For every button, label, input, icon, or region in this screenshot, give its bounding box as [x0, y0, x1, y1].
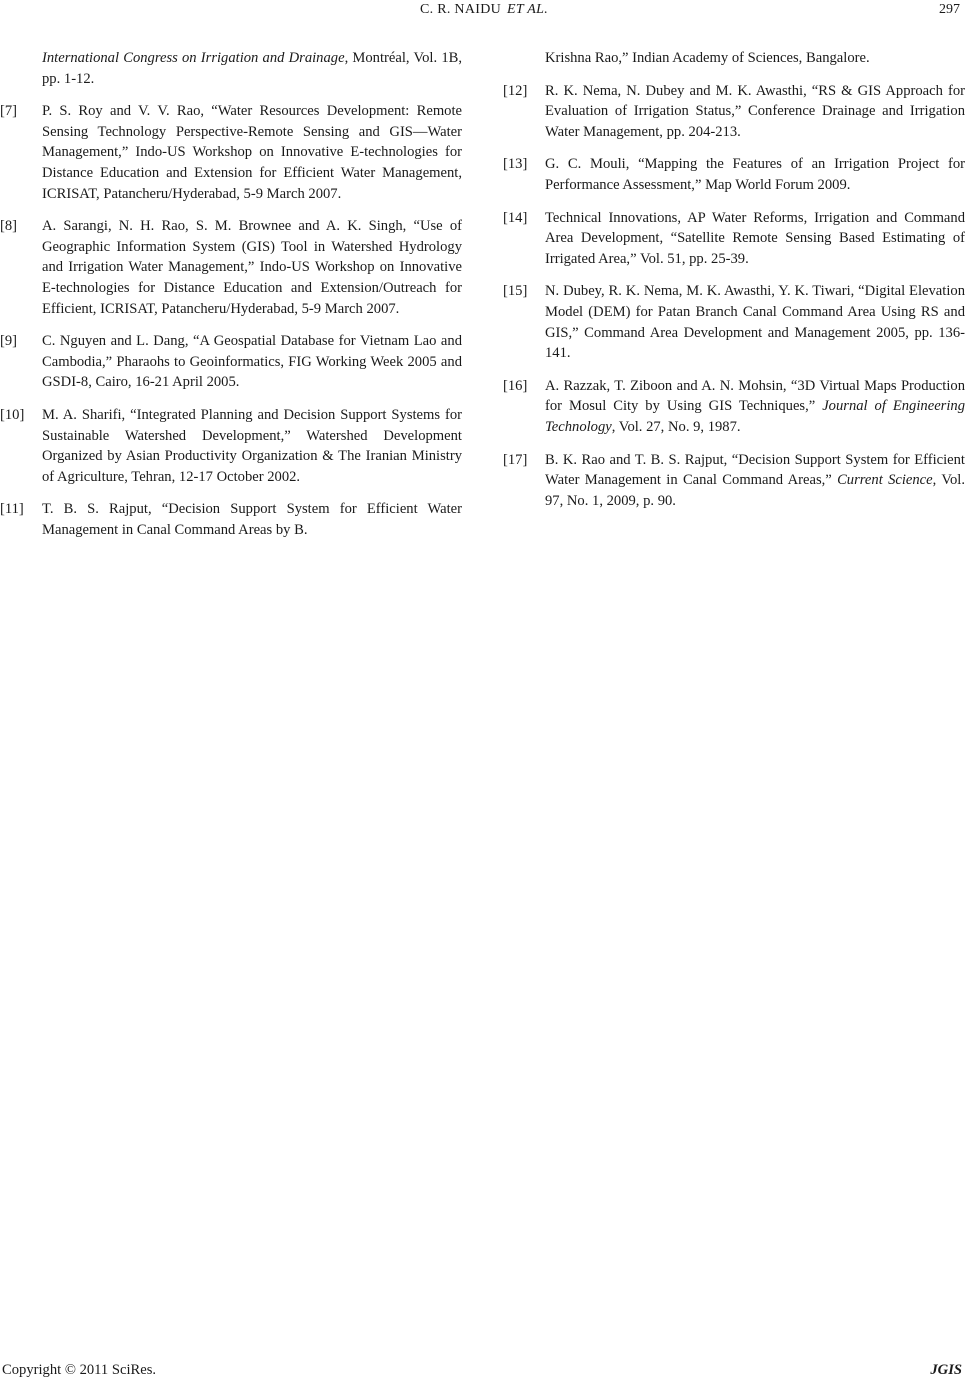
- reference-text: [545, 450, 965, 512]
- reference-text: M. A. Sharifi, “Integrated Planning and Decision Support Systems for Sustainable Watershed Development,” Watershed Development Organized by Asian Productivity Organization & The Iranian Ministry of Agriculture, Tehran, 12-17 October 2002.: [42, 406, 462, 485]
- journal-abbreviation: JGIS: [930, 1362, 962, 1378]
- reference-number: [10]: [0, 406, 25, 423]
- reference-text: R. K. Nema, N. Dubey and M. K. Awasthi, “RS & GIS Approach for Evaluation of Irrigation Status,” Conference Drainage and Irrigation Water Management, pp. 204-213.: [545, 82, 965, 140]
- reference-number: [8]: [0, 218, 18, 235]
- reference-11: [0, 499, 462, 540]
- reference-12: [503, 81, 965, 143]
- reference-10: [0, 405, 462, 487]
- reference-13: [503, 154, 965, 195]
- continuation-rest: , Montréal, Vol. 1B, pp. 1-12.: [42, 50, 462, 87]
- reference-text-before: A. Razzak, T. Ziboon and A. N. Mohsin, “3D Virtual Maps Production for Mosul City by Using GIS Techniques,”: [545, 377, 965, 415]
- reference-continuation: [0, 48, 462, 89]
- reference-number: [12]: [503, 82, 528, 99]
- reference-number: [11]: [0, 501, 24, 518]
- reference-text: [545, 376, 965, 438]
- reference-9: [0, 331, 462, 393]
- continuation-italic: International Congress on Irrigation and Drainage: [42, 50, 345, 66]
- reference-text: N. Dubey, R. K. Nema, M. K. Awasthi, Y. K. Tiwari, “Digital Elevation Model (DEM) for Patan Branch Canal Command Area Using RS and GIS,” Command Area Development and Management 2005, pp. 136-141.: [545, 283, 965, 362]
- copyright-notice: Copyright © 2011 SciRes.: [2, 1362, 157, 1378]
- page-number: 297: [939, 2, 960, 17]
- header-et-al: ET AL.: [507, 2, 549, 17]
- reference-14: [503, 208, 965, 270]
- reference-text-before: B. K. Rao and T. B. S. Rajput, “Decision Support System for Efficient Water Management in Canal Command Areas,”: [545, 451, 965, 489]
- reference-number: [15]: [503, 283, 528, 300]
- left-column: [0, 48, 462, 552]
- right-column: [503, 48, 965, 523]
- reference-number: [9]: [0, 333, 18, 350]
- page-footer: [0, 1362, 968, 1386]
- reference-text: A. Sarangi, N. H. Rao, S. M. Brownee and A. K. Singh, “Use of Geographic Information System (GIS) Tool in Watershed Hydrology and Irrigation Water Management,” Indo-US Workshop on Innovative E-technologies for Distance Education and Extension/Outreach for Efficient, ICRISAT, Patancheru/Hyderabad, 5-9 March 2007.: [42, 218, 462, 317]
- reference-text: C. Nguyen and L. Dang, “A Geospatial Database for Vietnam Lao and Cambodia,” Pharaohs to Geoinformatics, FIG Working Week 2005 and GSDI-8, Cairo, 16-21 April 2005.: [42, 333, 462, 391]
- reference-text-after: , Vol. 27, No. 9, 1987.: [611, 418, 741, 435]
- reference-15: [503, 281, 965, 363]
- reference-continuation: Krishna Rao,” Indian Academy of Sciences, Bangalore.: [545, 50, 870, 66]
- reference-16: [503, 376, 965, 438]
- header-author: C. R. NAIDU: [419, 2, 502, 17]
- running-header: [0, 0, 968, 24]
- reference-number: [7]: [0, 103, 18, 120]
- journal-title: Journal of Engineering Technology: [545, 398, 965, 435]
- reference-number: [13]: [503, 156, 528, 173]
- reference-8: [0, 216, 462, 319]
- reference-text: P. S. Roy and V. V. Rao, “Water Resources Development: Remote Sensing Technology Perspective-Remote Sensing and GIS—Water Management,” Indo-US Workshop on Innovative E-technologies for Distance Education and Extension for Efficient Water Management, ICRISAT, Patancheru/Hyderabad, 5-9 March 2007.: [42, 103, 462, 202]
- reference-number: [17]: [503, 451, 528, 468]
- running-title: [0, 2, 968, 18]
- reference-number: [14]: [503, 209, 528, 226]
- reference-text: Technical Innovations, AP Water Reforms, Irrigation and Command Area Development, “Satellite Remote Sensing Based Estimating of Irrigated Area,” Vol. 51, pp. 25-39.: [545, 209, 965, 267]
- reference-17: [503, 450, 965, 512]
- journal-title: Current Science: [837, 472, 933, 489]
- reference-text: T. B. S. Rajput, “Decision Support System for Efficient Water Management in Canal Command Areas by B.: [42, 501, 462, 538]
- reference-text-after: , Vol. 97, No. 1, 2009, p. 90.: [545, 472, 965, 509]
- reference-text: G. C. Mouli, “Mapping the Features of an Irrigation Project for Performance Assessment,” Map World Forum 2009.: [545, 156, 965, 193]
- reference-number: [16]: [503, 377, 528, 394]
- reference-7: [0, 101, 462, 204]
